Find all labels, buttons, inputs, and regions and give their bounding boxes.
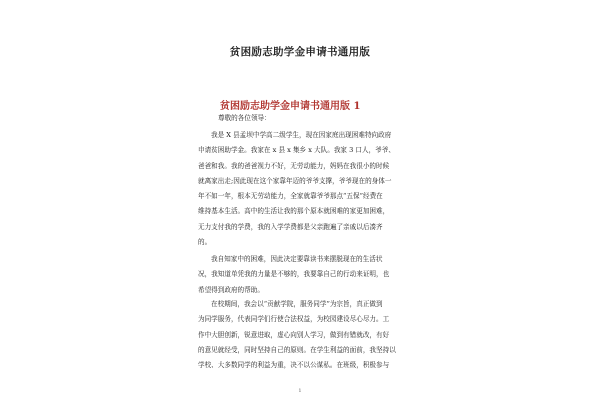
text-line: 年不如一年，根本无劳动能力，全家就靠爷爷那点“五保”经费在 <box>198 192 383 201</box>
text-line: 作中大胆创新，锐意进取，虚心向别人学习，做到有错就改，有好 <box>198 330 390 339</box>
text-line: 爸爸和我。我的爸爸视力不好，无劳动能力，妈妈在我很小的时候 <box>198 161 390 170</box>
paragraph-2 <box>198 252 400 298</box>
text-line: 的意见就经受，同时坚持自己的原则。在学生利益的面前，我坚持以 <box>198 345 396 354</box>
paragraph-3 <box>198 297 400 373</box>
text-line: 我是 X 县孟坝中学高二级学生，现在因家庭出现困难特向政府 <box>211 131 392 139</box>
paragraph-1 <box>198 128 400 250</box>
text-line: 就离家出走;因此现在这个家靠年迈的爷爷支撑，爷爷现在的身体一 <box>198 176 392 185</box>
text-line: 希望得到政府的帮助。 <box>198 285 264 294</box>
text-line: 的。 <box>198 238 212 247</box>
text-line: 维持基本生活。高中的生活让我的那个原本就困难的家更加困难， <box>198 207 390 216</box>
text-line: 在校期间，我会以“贡献学院，服务同学”为宗旨，真正做到 <box>211 300 383 308</box>
text-line: 为同学服务，代表同学们行使合法权益，为校园建设尽心尽力。工 <box>198 315 390 324</box>
text-line: 况，我知道单凭我的力量是不够的，我要靠自己的行动来证明，也 <box>198 270 390 279</box>
salutation-line: 尊敬的各位领导： <box>218 114 271 122</box>
text-line: 无力支付我的学费，我的入学学费都是父亲跑遍了亲戚以后凑齐 <box>198 222 383 231</box>
text-line: 我自知家中的困难，因此决定要靠读书来摆脱现在的生活状 <box>211 255 383 263</box>
text-line: 学校、大多数同学的利益为重，决不以公谋私。在班级，积极参与 <box>198 361 390 370</box>
text-line: 申请贫困助学金。我家在 x 县 x 集乡 x 大队。我家 3 口人，爷爷、 <box>198 146 395 155</box>
page-number: 1 <box>298 388 302 394</box>
section-title: 贫困励志助学金申请书通用版 1 <box>220 101 361 112</box>
salutation <box>218 111 420 126</box>
document-title: 贫困励志助学金申请书通用版 <box>229 46 371 58</box>
